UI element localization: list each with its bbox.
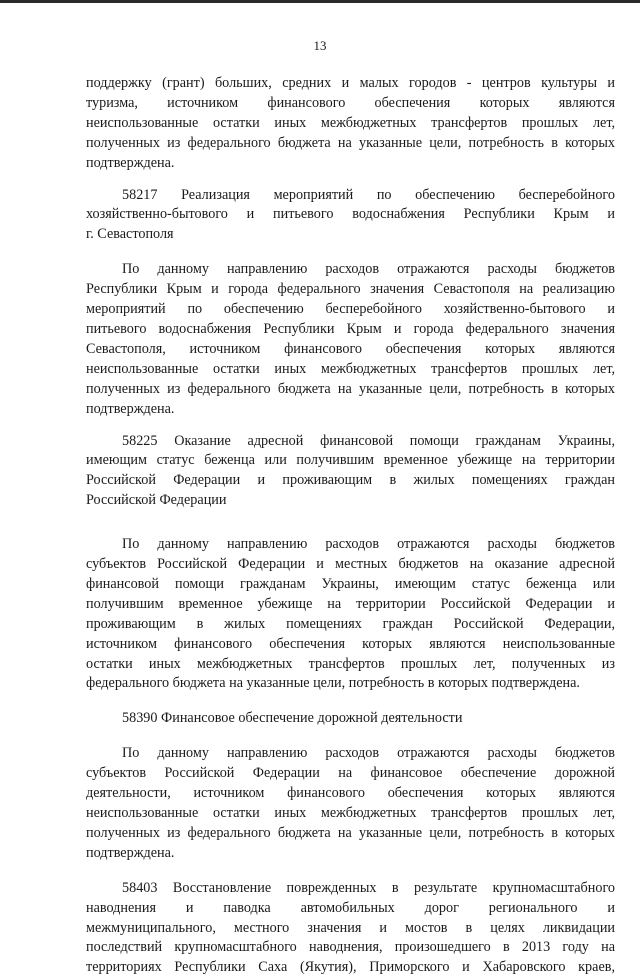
section-body-58390 [86,744,615,863]
text-line: наводнения и паводка автомобильных дорог регионального и [86,899,615,916]
text-line: неиспользованные остатки иных межбюджетных трансфертов прошлых лет, [86,114,615,131]
text-line: подтверждена. [86,154,175,171]
text-line: полученных из федерального бюджета на указанные цели, потребность в которых [86,380,615,397]
text-line: г. Севастополя [86,226,174,243]
section-heading-58390 [86,709,615,729]
page-number: 13 [313,38,327,53]
text-line: поддержку (грант) больших, средних и малых городов - центров культуры и [86,75,615,91]
text-line: федерального бюджета на указанные цели, потребность в которых подтверждена. [86,675,580,692]
text-line: субъектов Российской Федерации и местных бюджетов на оказание адресной [86,556,615,573]
text-line: источником финансового обеспечения которых являются неиспользованные [86,635,615,652]
text-line: Российской Федерации и проживающим в жилых помещениях граждан [86,472,615,489]
text-line: межмуниципального, местного значения и мостов в целях ликвидации [86,919,615,936]
text-line: 58217 Реализация мероприятий по обеспечению бесперебойного [122,186,615,203]
text-line: остатки иных межбюджетных трансфертов прошлых лет, полученных из [86,655,615,672]
text-line: 58225 Оказание адресной финансовой помощи гражданам Украины, [122,432,615,449]
text-line: Российской Федерации [86,492,227,509]
section-heading-58403 [86,879,615,978]
text-line: По данному направлению расходов отражаются расходы бюджетов [122,536,615,553]
text-line: По данному направлению расходов отражаются расходы бюджетов [122,261,615,278]
text-line: туризма, источником финансового обеспечения которых являются [86,94,615,111]
section-heading-58217 [86,186,615,246]
text-line: неиспользованные остатки иных межбюджетных трансфертов прошлых лет, [86,805,615,821]
section-body-58225 [86,535,615,694]
text-line: субъектов Российской Федерации на финансовое обеспечение дорожной [86,765,615,782]
text-line: подтверждена. [86,844,175,861]
text-line: подтверждена. [86,400,175,417]
text-line: территориях Республики Саха (Якутия), Приморского и Хабаровского краев, [86,959,615,976]
section-heading-58225 [86,432,615,512]
text-line: Республики Крым и города федерального значения Севастополя на реализацию [86,281,615,298]
text-line: питьевого водоснабжения Республики Крым и города федерального значения [86,320,615,337]
text-line: хозяйственно-бытового и питьевого водоснабжения Республики Крым и [86,206,615,223]
text-line: финансовой помощи гражданам Украины, имеющим статус беженца или [86,575,615,592]
text-line: полученных из федерального бюджета на указанные цели, потребность в которых [86,824,615,841]
text-line: имеющим статус беженца или получившим временное убежище на территории [86,452,615,469]
text-line: последствий крупномасштабного наводнения, произошедшего в 2013 году на [86,939,615,956]
text-line: мероприятий по обеспечению бесперебойного хозяйственно-бытового и [86,301,615,318]
text-line: деятельности, источником финансового обеспечения которых являются [86,785,615,802]
document-body [86,74,615,978]
text-line: полученных из федерального бюджета на указанные цели, потребность в которых [86,134,615,151]
section-body-58217 [86,260,615,419]
text-line: По данному направлению расходов отражаются расходы бюджетов [122,745,615,762]
text-line: получившим временное убежище на территории Российской Федерации и [86,595,615,612]
text-line: 58403 Восстановление поврежденных в результате крупномасштабного [122,879,615,896]
paragraph-continued [86,74,615,174]
top-edge-rule [0,0,640,3]
text-line: неиспользованные остатки иных межбюджетных трансфертов прошлых лет, [86,360,615,377]
text-line: Севастополя, источником финансового обеспечения которых являются [86,340,615,357]
text-line: проживающим в жилых помещениях граждан Российской Федерации, [86,615,615,632]
text-line: 58390 Финансовое обеспечение дорожной деятельности [122,710,463,727]
